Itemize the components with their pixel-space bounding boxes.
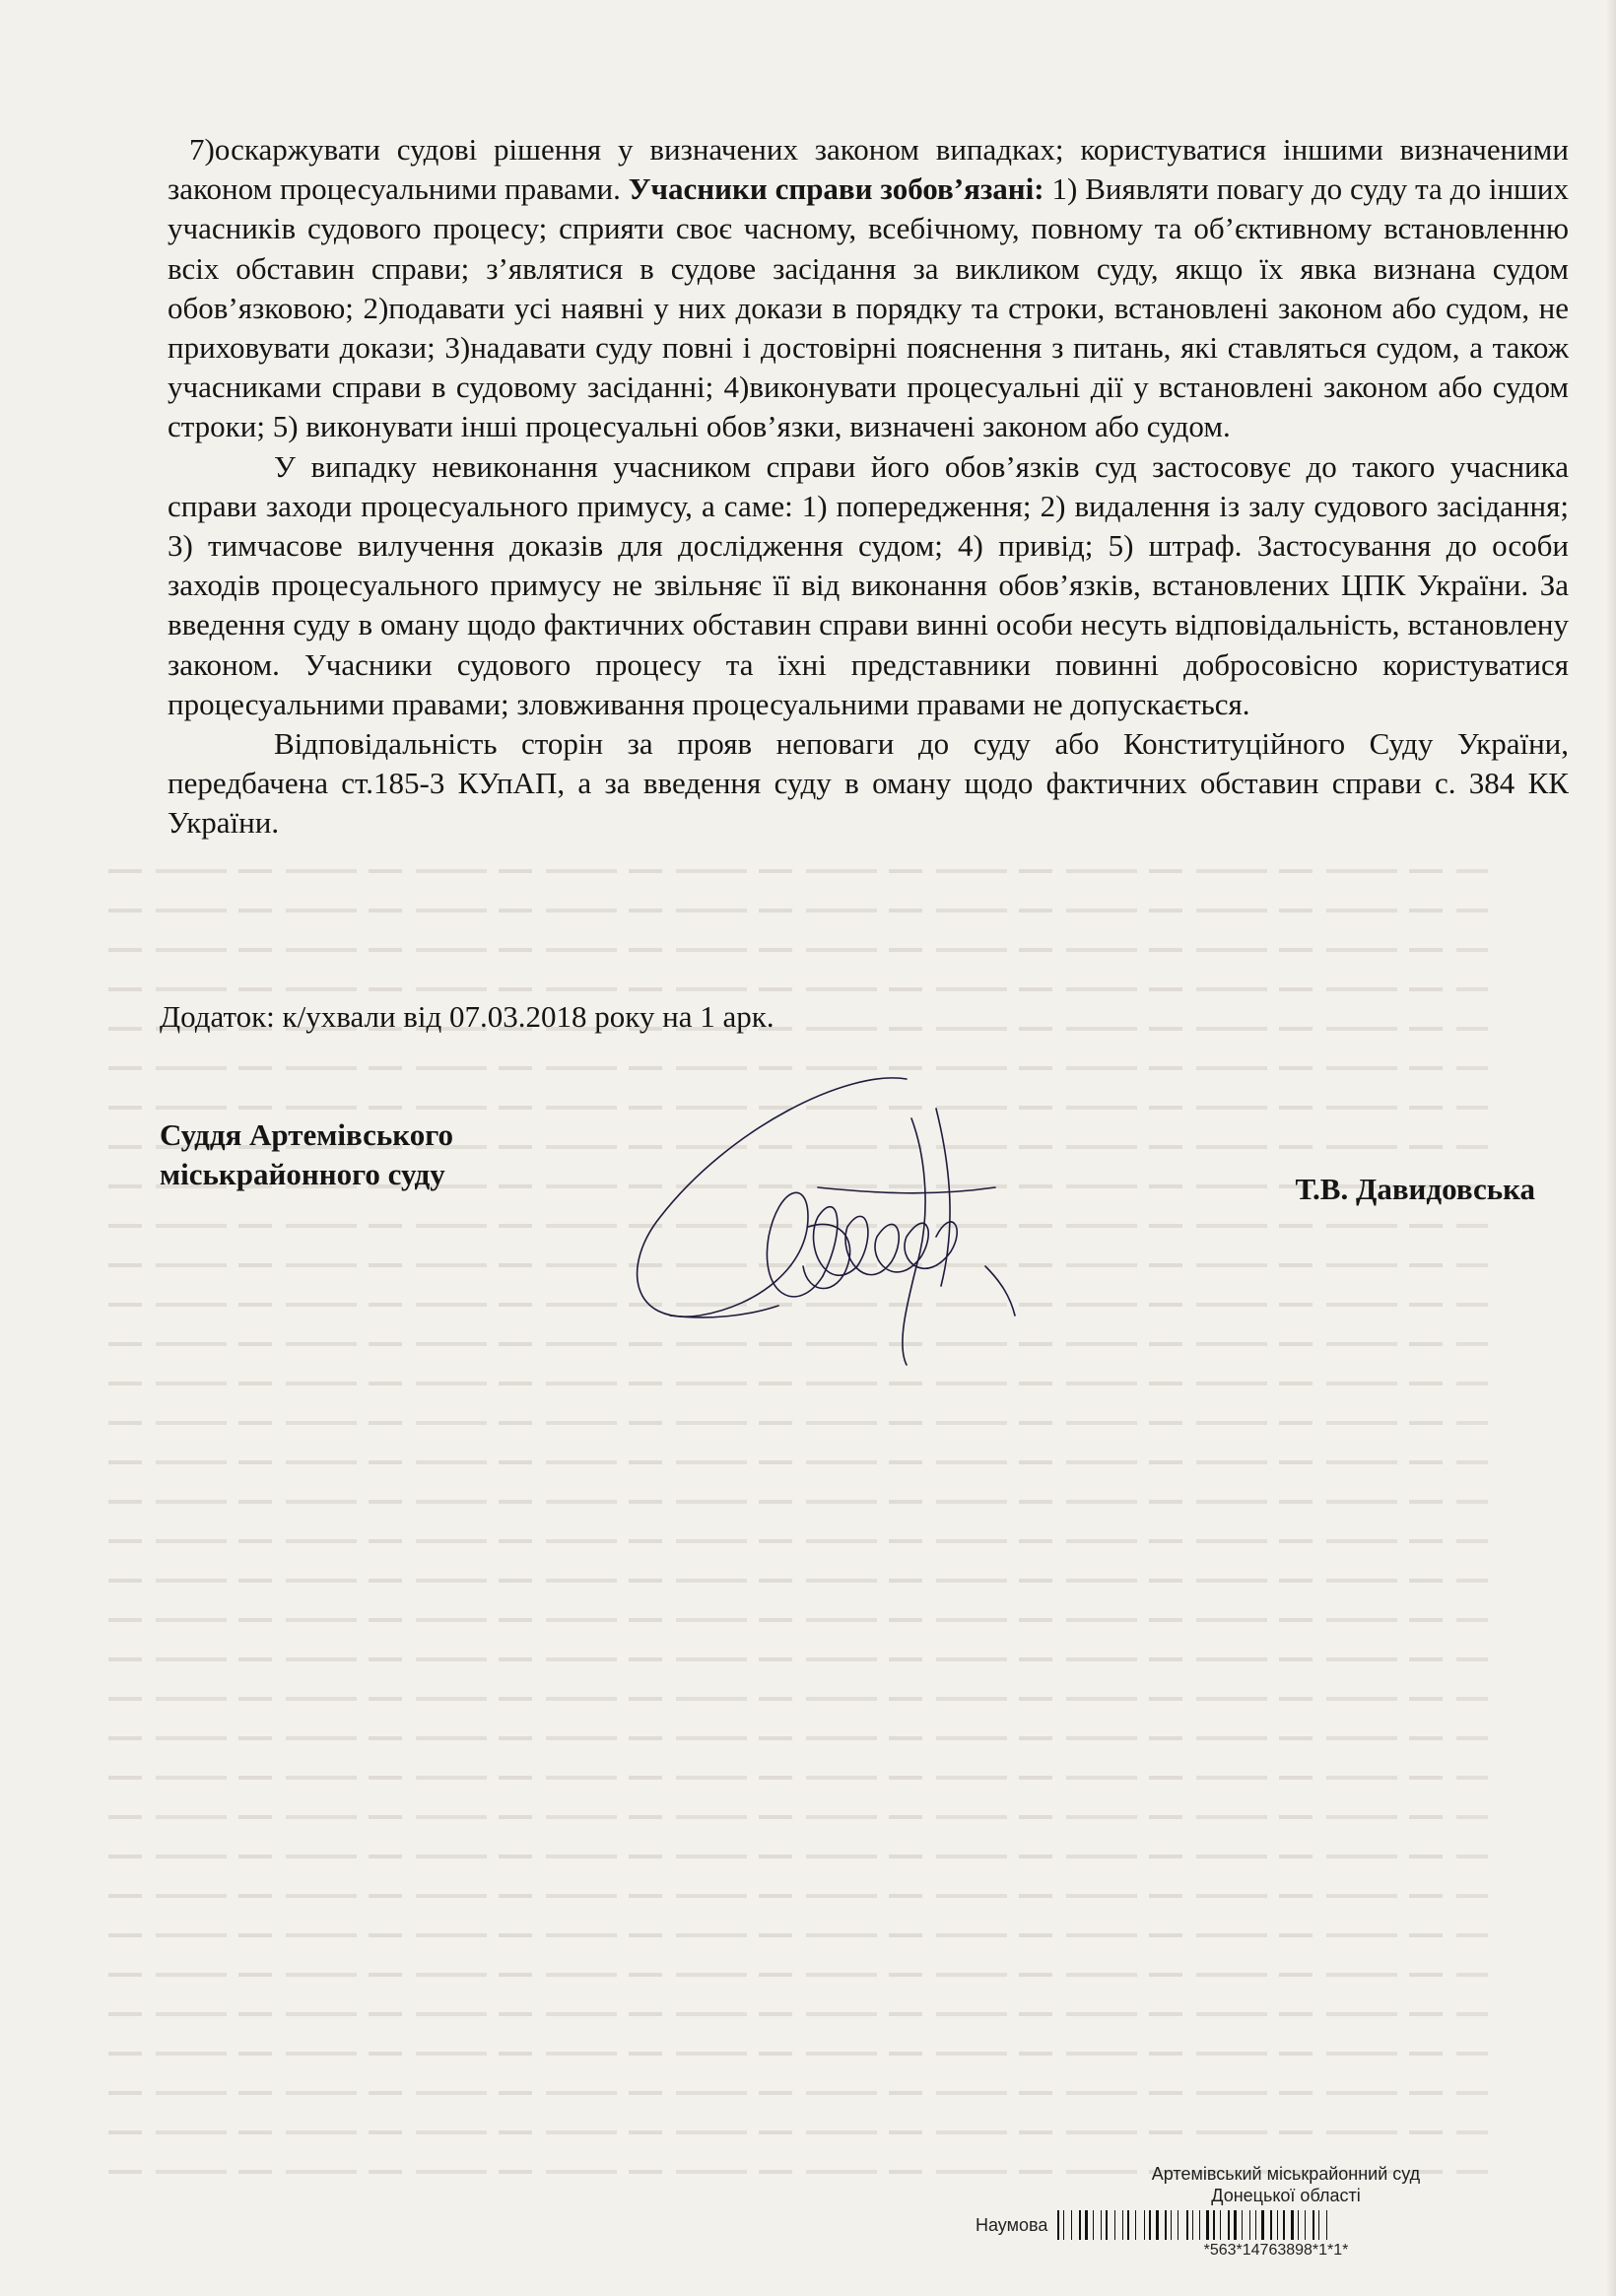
barcode-bar (1180, 2210, 1183, 2240)
barcode-bar (1251, 2210, 1253, 2240)
barcode-bar (1283, 2210, 1285, 2240)
barcode-bar (1308, 2210, 1310, 2240)
paragraph-text: 7)оскаржувати судові рішення у визначених законом випадках; користуватися іншими визначеними законом процесуальними правами. (168, 132, 1569, 207)
stamp-court-region: Донецької області (1211, 2186, 1361, 2205)
barcode-bar (1322, 2210, 1325, 2240)
barcode-bar (1202, 2210, 1203, 2240)
barcode-bar (1135, 2210, 1136, 2240)
barcode-bar (1291, 2210, 1294, 2240)
court-registration-stamp (976, 2163, 1468, 2260)
barcode-icon (1057, 2210, 1334, 2240)
handwritten-signature (611, 1069, 1044, 1375)
barcode-bar (1067, 2210, 1070, 2240)
barcode-bar (1228, 2210, 1230, 2240)
judge-name: Т.В. Давидовська (1295, 1172, 1535, 1206)
barcode-bar (1168, 2210, 1169, 2240)
barcode-bar (1085, 2210, 1088, 2240)
barcode-bar (1287, 2210, 1288, 2240)
barcode-bar (1196, 2210, 1198, 2240)
barcode-bar (1111, 2210, 1113, 2240)
barcode-bar (1106, 2210, 1108, 2240)
barcode-bar (1103, 2210, 1104, 2240)
barcode-bar (1079, 2210, 1081, 2240)
barcode-bar (1326, 2210, 1327, 2240)
barcode-bar (1206, 2210, 1209, 2240)
barcode-bar (1186, 2210, 1188, 2240)
barcode-bar (1273, 2210, 1275, 2240)
barcode-bar (1171, 2210, 1172, 2240)
bold-heading-duties: Учасники справи зобов’язані: (628, 171, 1044, 207)
barcode-bar (1175, 2210, 1177, 2240)
barcode-bar (1074, 2210, 1076, 2240)
barcode-bar (1057, 2210, 1059, 2240)
paragraph-coercion: У випадку невиконання учасником справи його обов’язків суд застосовує до такого учасника справи заходи процесуального примусу, а саме: 1) попередження; 2) видалення із залу судового засідання; 3) тимчасове вилучення доказів для дослідження судом; 4) привід; 5) штраф. Застосування до особи заходів процесуального примусу не звільняє її від виконання обов’язків, встановлених ЦПК України. За введення суду в оману щодо фактичних обставин справи винні особи несуть відповідальність, встановлену законом. Учасники судового процесу та їхні представники повинні добросовісно користуватися процесуальними правами; зловживання процесуальними правами не допускається. (168, 448, 1569, 721)
barcode-bar (1199, 2210, 1200, 2240)
barcode-bar (1189, 2210, 1190, 2240)
barcode-bar (1114, 2210, 1115, 2240)
barcode-bar (1122, 2210, 1123, 2240)
barcode-bar (1161, 2210, 1162, 2240)
barcode-bar (1305, 2210, 1306, 2240)
barcode-bar (1261, 2210, 1264, 2240)
paragraph-rights-duties (168, 130, 1569, 447)
barcode-bar (1298, 2210, 1299, 2240)
barcode-bar (1060, 2210, 1061, 2240)
barcode-bar (1132, 2210, 1134, 2240)
barcode-bar (1124, 2210, 1125, 2240)
barcode-bar (1220, 2210, 1221, 2240)
barcode-number: *563*14763898*1*1* (1203, 2242, 1349, 2259)
barcode-bar (1315, 2210, 1316, 2240)
barcode-bar (1240, 2210, 1241, 2240)
barcode-bar (1165, 2210, 1167, 2240)
barcode-bar (1063, 2210, 1064, 2240)
barcode-bar (1242, 2210, 1243, 2240)
barcode-bar (1138, 2210, 1141, 2240)
bleed-through-text (108, 847, 1488, 2188)
barcode-bar (1156, 2210, 1159, 2240)
barcode-bar (1245, 2210, 1246, 2240)
stamp-clerk-name: Наумова (976, 2214, 1048, 2235)
barcode-bar (1149, 2210, 1151, 2240)
paragraph-liability: Відповідальність сторін за прояв неповаги до суду або Конституційного Суду України, передбачена ст.185-3 КУпАП, а за введення суду в оману щодо фактичних обставин справи с. 384 КК України. (168, 726, 1569, 841)
judge-title-line: міськрайонного суду (160, 1157, 445, 1191)
appendix-line: Додаток: к/ухвали від 07.03.2018 року на 1 арк. (160, 999, 774, 1034)
barcode-bar (1234, 2210, 1237, 2240)
barcode-bar (1223, 2210, 1225, 2240)
barcode-bar (1249, 2210, 1250, 2240)
barcode-bar (1082, 2210, 1083, 2240)
barcode-bar (1093, 2210, 1094, 2240)
barcode-bar (1154, 2210, 1155, 2240)
barcode-bar (1071, 2210, 1072, 2240)
barcode-bar (1146, 2210, 1147, 2240)
barcode-bar (1318, 2210, 1319, 2240)
barcode-bar (1302, 2210, 1304, 2240)
barcode-bar (1266, 2210, 1267, 2240)
barcode-bar (1255, 2210, 1256, 2240)
barcode-bar (1101, 2210, 1102, 2240)
barcode-bar (1313, 2210, 1314, 2240)
barcode-bar (1091, 2210, 1092, 2240)
barcode-bar (1218, 2210, 1219, 2240)
barcode-bar (1117, 2210, 1119, 2240)
barcode-bar (1127, 2210, 1129, 2240)
scan-edge-shadow (1606, 0, 1616, 2296)
barcode-bar (1277, 2210, 1278, 2240)
barcode-bar (1295, 2210, 1296, 2240)
stamp-court-name: Артемівський міськрайонний суд (1151, 2164, 1421, 2184)
judge-title (160, 1115, 453, 1194)
barcode-bar (1259, 2210, 1260, 2240)
barcode-bar (1096, 2210, 1098, 2240)
barcode-bar (1329, 2210, 1331, 2240)
document-body (168, 130, 1569, 844)
barcode-bar (1231, 2210, 1232, 2240)
barcode-bar (1270, 2210, 1272, 2240)
barcode-bar (1192, 2210, 1193, 2240)
judge-title-line: Суддя Артемівського (160, 1117, 454, 1152)
barcode-bar (1281, 2210, 1282, 2240)
paragraph-text: 1) Виявляти повагу до суду та до інших учасників судового процесу; сприяти своє часному, всебічному, повному та об’єктивному встановленню всіх обставин справи; з’являтися в судове засідання за викликом суду, якщо їх явка визнана судом обов’язковою; 2)подавати усі наявні у них докази в порядку та строки, встановлені законом або судом, не приховувати докази; 3)надавати суду повні і достовірні пояснення з питань, які ставляться судом, а також учасниками справи в судовому засіданні; 4)виконувати процесуальні дії у встановлені законом або судом строки; 5) виконувати інші процесуальні обов’язки, визначені законом або судом. (168, 171, 1569, 444)
barcode-bar (1210, 2210, 1211, 2240)
barcode-bar (1144, 2210, 1145, 2240)
barcode-bar (1213, 2210, 1215, 2240)
